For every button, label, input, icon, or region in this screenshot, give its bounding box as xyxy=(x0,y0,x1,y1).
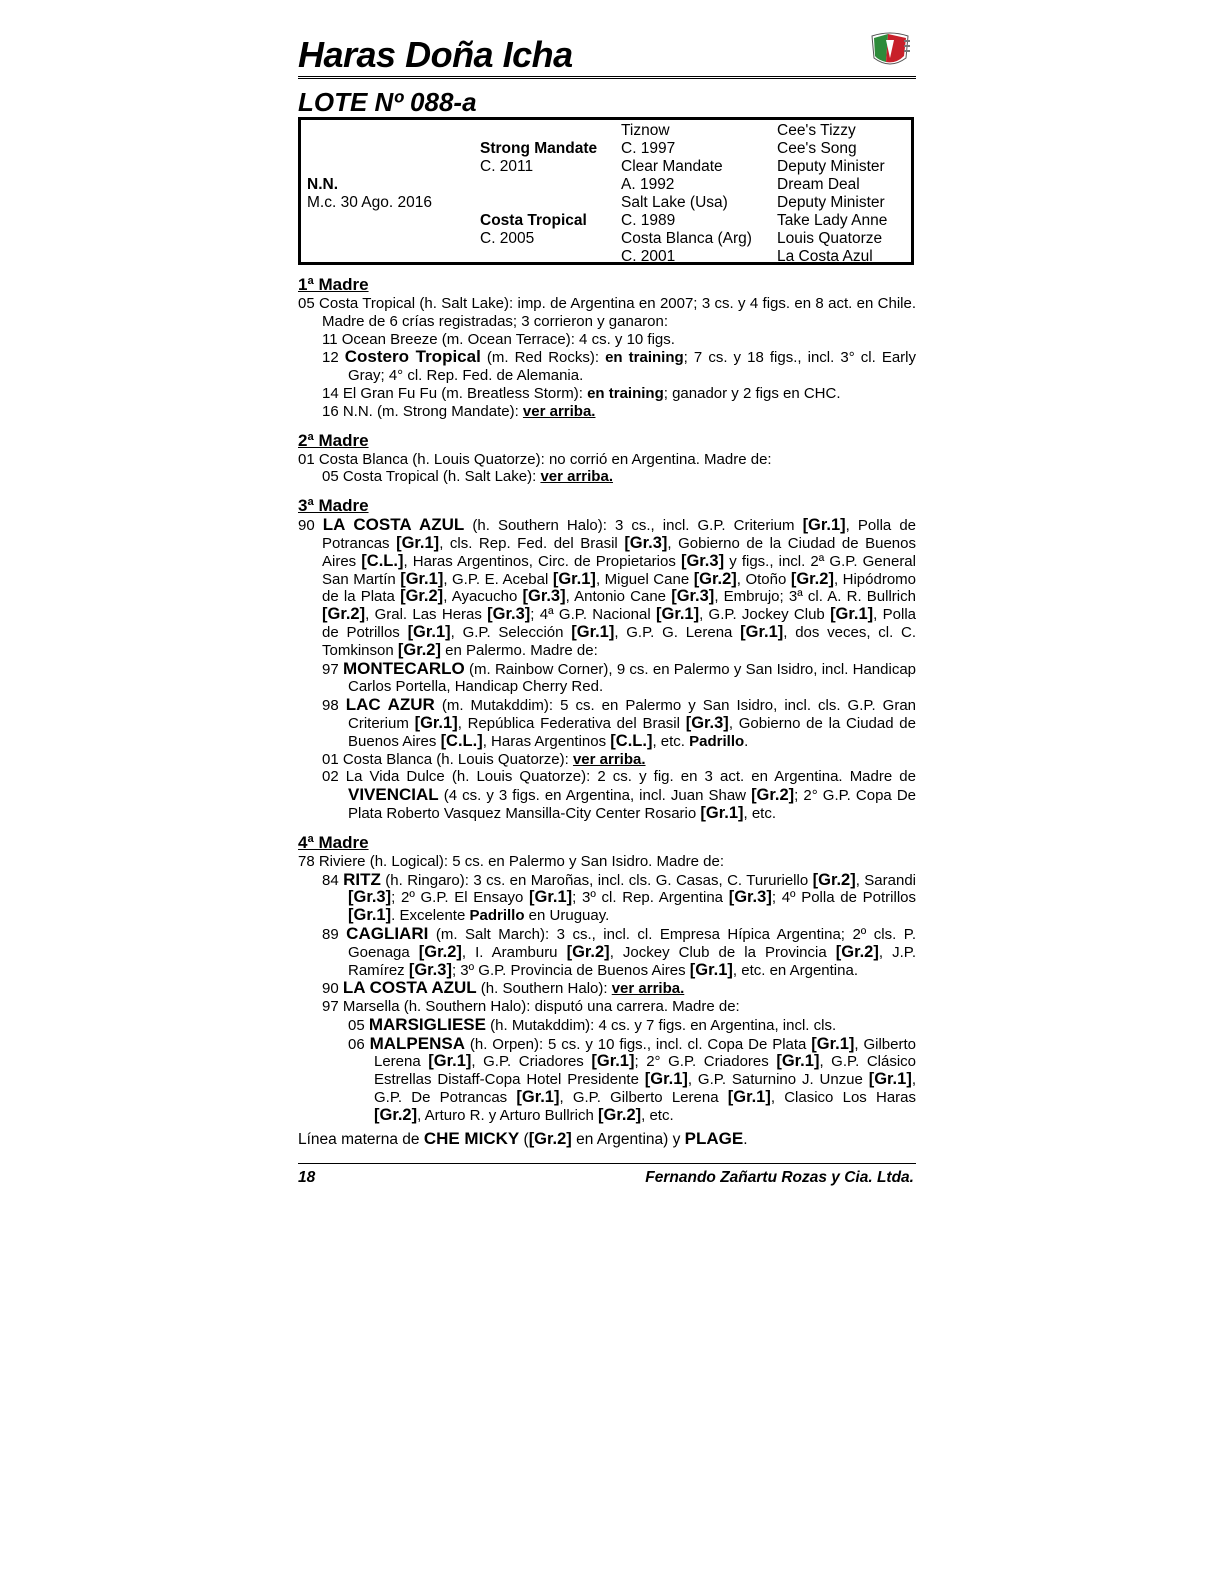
page-number: 18 xyxy=(298,1169,316,1186)
text-run: , Embrujo; 3ª cl. A. R. Bullrich xyxy=(714,588,916,606)
text-run: , dos veces, cl. C. Tomkinson xyxy=(322,623,917,659)
grade-label: [Gr.2] xyxy=(397,640,441,659)
second-dam-heading: 2ª Madre xyxy=(298,430,369,450)
grade-label: [C.L.] xyxy=(361,551,404,570)
company-name: Fernando Zañartu Rozas y Cia. Ltda. xyxy=(645,1169,914,1186)
grade-label: [Gr.2] xyxy=(566,942,610,961)
text-run: , Gobierno de la Ciudad de Buenos Aires xyxy=(322,534,916,570)
text-run: ; 2° G.P. Criadores xyxy=(634,1053,777,1071)
grade-label: [Gr.3] xyxy=(685,713,729,732)
text-run: ; 3º cl. Rep. Argentina xyxy=(572,889,729,907)
grade-label: [Gr.1] xyxy=(700,803,744,822)
grade-label: [Gr.3] xyxy=(624,533,668,552)
horse-info: M.c. 30 Ago. 2016 xyxy=(307,194,432,211)
produce-entry xyxy=(298,998,916,1016)
fourth-dam-section xyxy=(298,833,916,1125)
grade-label: [Gr.1] xyxy=(740,622,784,641)
gen4-entry: La Costa Azul xyxy=(777,248,873,265)
text-run: 90 xyxy=(298,517,323,535)
horse-name: MONTECARLO xyxy=(342,658,465,678)
page-footer xyxy=(298,1163,916,1191)
third-dam-heading: 3ª Madre xyxy=(298,496,369,516)
gen4-entry: Dream Deal xyxy=(777,176,860,193)
horse-name: VIVENCIAL xyxy=(348,785,439,805)
horse-name: MARSIGLIESE xyxy=(368,1014,486,1034)
text-run: (h. Mutakddim): 4 cs. y 7 figs. en Argentina, incl. cls. xyxy=(485,1016,837,1034)
fourth-dam-heading: 4ª Madre xyxy=(298,832,369,852)
text-run: , Jockey Club de la Provincia xyxy=(609,943,836,961)
text-run: 01 Costa Blanca (h. Louis Quatorze): xyxy=(322,750,573,768)
text-run: 89 xyxy=(322,925,347,943)
text-run: (h. Southern Halo): xyxy=(476,980,612,998)
gen4-entry: Deputy Minister xyxy=(777,194,885,211)
horse-name: MALPENSA xyxy=(369,1033,465,1053)
gen4-entry: Cee's Tizzy xyxy=(777,122,856,139)
produce-entry: 16 N.N. (m. Strong Mandate): ver arriba. xyxy=(322,402,596,420)
produce-entry xyxy=(298,660,916,697)
produce-entry xyxy=(298,925,916,979)
stud-title: Haras Doña Icha xyxy=(298,34,573,75)
produce-entry xyxy=(298,1035,916,1125)
first-dam-section xyxy=(298,275,916,421)
text-run: , I. Aramburu xyxy=(461,943,567,961)
grade-label: [Gr.1] xyxy=(644,1070,688,1089)
grade-label: [Gr.1] xyxy=(414,713,458,732)
grade-label: [Gr.2] xyxy=(812,870,856,889)
text-run: ; 2º G.P. El Ensayo xyxy=(391,889,530,907)
text-run: , Gral. Las Heras xyxy=(365,606,488,624)
text-run: , G.P. Clásico Estrellas Distaff-Copa Hotel Presidente xyxy=(374,1053,917,1089)
grade-label: [Gr.1] xyxy=(655,605,700,624)
pedigree-table xyxy=(298,117,914,265)
first-dam-heading: 1ª Madre xyxy=(298,275,369,294)
text-run: ; 4º Polla de Potrillos xyxy=(771,889,916,907)
text-run: 97 Marsella (h. Southern Halo): disputó una carrera. Madre de: xyxy=(322,998,740,1016)
text-run: , G.P. Saturnino J. Unzue xyxy=(687,1071,869,1089)
grade-label: [Gr.3] xyxy=(728,888,772,907)
grade-label: [Gr.1] xyxy=(400,569,444,588)
text-run: , G.P. Criadores xyxy=(471,1053,592,1071)
text-run: ; 4ª G.P. Nacional xyxy=(530,606,656,624)
text-run: , etc. xyxy=(652,732,690,750)
gen4-entry: Louis Quatorze xyxy=(777,230,883,247)
gen3-entry: Costa Blanca (Arg) xyxy=(621,230,752,247)
text-run: (h. Ringaro): 3 cs. en Maroñas, incl. cls. G. Casas, C. Tururiello xyxy=(380,871,813,889)
text-run: , G.P. Selección xyxy=(450,623,572,641)
grade-label: [Gr.2] xyxy=(693,569,737,588)
grade-label: [Gr.3] xyxy=(487,605,531,624)
text-run: . xyxy=(744,732,749,750)
grade-label: [Gr.2] xyxy=(835,942,879,961)
second-dam-entry: 01 Costa Blanca (h. Louis Quatorze): no corrió en Argentina. Madre de: xyxy=(298,450,772,468)
horse-name: PLAGE xyxy=(684,1128,744,1148)
text-run: 02 La Vida Dulce (h. Louis Quatorze): 2 cs. y fig. en 3 act. en Argentina. Madre de xyxy=(322,768,916,786)
gen3-entry: Clear Mandate xyxy=(621,158,723,175)
text-run: , Polla de Potrillos xyxy=(322,606,916,641)
lot-number: LOTE Nº 088-a xyxy=(298,87,477,117)
text-run: , cls. Rep. Fed. del Brasil xyxy=(439,534,625,552)
text-run: 97 xyxy=(322,660,343,678)
produce-entry xyxy=(298,871,916,925)
text-run: en Palermo. Madre de: xyxy=(440,641,598,659)
grade-label: [Gr.1] xyxy=(428,1052,472,1071)
grade-label: [Gr.2] xyxy=(751,786,795,805)
text-run: 98 xyxy=(322,697,346,715)
fourth-dam-entry xyxy=(298,853,916,871)
produce-entry xyxy=(298,979,916,998)
text-run: (4 cs. y 3 figs. en Argentina, incl. Juan Shaw xyxy=(438,787,752,805)
horse-name: N.N. xyxy=(307,176,338,193)
text-run: , Hipódromo de la Plata xyxy=(322,570,916,606)
text-run: , Sarandi xyxy=(855,871,917,889)
produce-entry xyxy=(298,768,916,822)
grade-label: [C.L.] xyxy=(610,731,653,750)
grade-label: [Gr.1] xyxy=(396,533,440,552)
gen3-entry: C. 2001 xyxy=(621,248,676,265)
text-run: . xyxy=(743,1130,748,1148)
maternal-line xyxy=(298,1129,916,1150)
produce-entry xyxy=(298,696,916,750)
sire-name: Strong Mandate xyxy=(480,140,598,157)
grade-label: [Gr.1] xyxy=(727,1088,771,1107)
grade-label: [Gr.1] xyxy=(571,622,615,641)
first-dam-entry: 05 Costa Tropical (h. Salt Lake): imp. de Argentina en 2007; 3 cs. y 4 figs. en 8 act. en Chile. Madre de 6 crías registradas; 3 corrieron y ganaron: xyxy=(298,295,916,330)
grade-label: [Gr.1] xyxy=(689,960,733,979)
horse-name: LA COSTA AZUL xyxy=(342,978,477,998)
grade-label: [Gr.1] xyxy=(830,605,874,624)
text-run: . Excelente xyxy=(391,907,470,925)
text-run: (h. Orpen): 5 cs. y 10 figs., incl. cl. Copa De Plata xyxy=(465,1035,812,1053)
text-run: , Gobierno de la Ciudad de Buenos Aires xyxy=(348,714,916,750)
grade-label: [Gr.2] xyxy=(400,587,444,606)
text-run: Padrillo xyxy=(469,907,525,925)
grade-label: [Gr.1] xyxy=(348,906,392,925)
text-run: (m. Mutakddim): 5 cs. en Palermo y San Isidro, incl. cls. G.P. Gran Criterium xyxy=(348,697,916,732)
third-dam-entry xyxy=(298,516,916,659)
grade-label: [Gr.3] xyxy=(680,551,725,570)
gen4-entry: Cee's Song xyxy=(777,140,857,157)
grade-label: [C.L.] xyxy=(440,731,483,750)
text-run: , Haras Argentinos xyxy=(482,732,611,750)
grade-label: [Gr.1] xyxy=(407,622,451,641)
text-run: , G.P. Gilberto Lerena xyxy=(559,1089,728,1107)
grade-label: [Gr.1] xyxy=(529,888,573,907)
gen3-entry: Tiznow xyxy=(621,122,670,139)
grade-label: [Gr.2] xyxy=(598,1105,642,1124)
page-header xyxy=(298,28,916,79)
produce-entry xyxy=(298,1016,916,1035)
grade-label: [Gr.3] xyxy=(671,587,715,606)
text-run: , etc. en Argentina. xyxy=(732,961,858,979)
text-run: ( xyxy=(519,1130,529,1148)
grade-label: [Gr.3] xyxy=(522,587,566,606)
text-run: (m. Rainbow Corner), 9 cs. en Palermo y San Isidro, incl. Handicap Carlos Portella, Handicap Cherry Red. xyxy=(348,660,917,696)
text-run: 05 xyxy=(348,1016,369,1034)
second-dam-section xyxy=(298,431,916,487)
produce-entry: 05 Costa Tropical (h. Salt Lake): ver arriba. xyxy=(322,468,613,486)
grade-label: [Gr.1] xyxy=(591,1052,635,1071)
grade-label: [Gr.1] xyxy=(516,1088,560,1107)
text-run: , Arturo R. y Arturo Bullrich xyxy=(417,1106,599,1124)
grade-label: [Gr.2] xyxy=(418,942,462,961)
horse-name: CHE MICKY xyxy=(423,1128,520,1148)
text-run: , G.P. Jockey Club xyxy=(699,606,831,624)
text-run: en Uruguay. xyxy=(524,907,610,925)
produce-entry: 11 Ocean Breeze (m. Ocean Terrace): 4 cs. y 10 figs. xyxy=(322,330,675,348)
text-run: Padrillo xyxy=(689,732,745,750)
text-run: en Argentina) y xyxy=(571,1130,685,1148)
produce-entry: 12 Costero Tropical (m. Red Rocks): en training; 7 cs. y 18 figs., incl. 3° cl. Early Gray; 4° cl. Rep. Fed. de Alemania. xyxy=(322,347,917,385)
text-run: , Miguel Cane xyxy=(595,570,694,588)
gen3-entry: A. 1992 xyxy=(621,176,675,193)
text-run: Línea materna de xyxy=(298,1130,424,1148)
text-run: , Otoño xyxy=(736,570,791,588)
text-run: (m. Salt March): 3 cs., incl. cl. Empresa Hípica Argentina; 2º cls. P. Goenaga xyxy=(348,925,916,961)
text-run: , Gilberto Lerena xyxy=(374,1035,916,1071)
gen4-entry: Take Lady Anne xyxy=(777,212,888,229)
third-dam-section xyxy=(298,496,916,823)
gen4-entry: Deputy Minister xyxy=(777,158,885,175)
stud-logo-icon xyxy=(868,28,912,70)
grade-label: [Gr.1] xyxy=(811,1034,855,1053)
text-run: , G.P. G. Lerena xyxy=(614,623,741,641)
sire-info: C. 2011 xyxy=(480,158,534,175)
text-run: 78 Riviere (h. Logical): 5 cs. en Palermo y San Isidro. Madre de: xyxy=(298,852,725,870)
produce-entry: 14 El Gran Fu Fu (m. Breatless Storm): en training; ganador y 2 figs en CHC. xyxy=(322,384,841,402)
text-run: , J.P. Ramírez xyxy=(348,943,916,979)
text-run: , G.P. E. Acebal xyxy=(443,570,553,588)
grade-label: [Gr.1] xyxy=(552,569,596,588)
grade-label: [Gr.2] xyxy=(322,605,366,624)
text-run: ; 3º G.P. Provincia de Buenos Aires xyxy=(451,961,690,979)
text-run: , República Federativa del Brasil xyxy=(457,714,686,732)
horse-name: LA COSTA AZUL xyxy=(322,515,465,535)
grade-label: [Gr.1] xyxy=(802,516,846,535)
horse-name: RITZ xyxy=(343,869,381,889)
gen3-entry: C. 1989 xyxy=(621,212,676,229)
text-run: 06 xyxy=(348,1035,370,1053)
grade-label: [Gr.2] xyxy=(528,1129,572,1148)
grade-label: [Gr.1] xyxy=(868,1070,912,1089)
grade-label: [Gr.3] xyxy=(408,960,452,979)
text-run: , G.P. De Potrancas xyxy=(374,1071,916,1107)
text-run: , Clasico Los Haras xyxy=(770,1089,916,1107)
gen3-entry: C. 1997 xyxy=(621,140,676,157)
grade-label: [Gr.1] xyxy=(776,1052,820,1071)
text-run: , etc. xyxy=(743,804,777,822)
text-run: , Antonio Cane xyxy=(565,588,672,606)
grade-label: [Gr.2] xyxy=(374,1105,418,1124)
text-run: ver arriba. xyxy=(572,750,646,768)
text-run: ; 2° G.P. Copa De Plata Roberto Vasquez Mansilla-City Center Rosario xyxy=(348,787,916,822)
text-run: 90 xyxy=(322,980,343,998)
grade-label: [Gr.3] xyxy=(348,888,392,907)
text-run: , Polla de Potrancas xyxy=(322,517,917,552)
text-run: y figs., incl. 2ª G.P. General San Martín xyxy=(322,552,916,588)
text-run: , Haras Argentinos, Circ. de Propietarios xyxy=(403,552,681,570)
horse-name: LAC AZUR xyxy=(345,695,435,715)
horse-name: CAGLIARI xyxy=(346,923,429,943)
gen3-entry: Salt Lake (Usa) xyxy=(621,194,728,211)
text-run: ver arriba. xyxy=(611,980,685,998)
dam-info: C. 2005 xyxy=(480,230,535,247)
text-run: , Ayacucho xyxy=(443,588,523,606)
text-run: (h. Southern Halo): 3 cs., incl. G.P. Criterium xyxy=(464,517,803,535)
catalog-page xyxy=(298,28,916,1165)
text-run: 84 xyxy=(322,871,344,889)
produce-entry xyxy=(298,751,916,769)
grade-label: [Gr.2] xyxy=(790,569,834,588)
dam-name: Costa Tropical xyxy=(480,212,587,229)
text-run: , etc. xyxy=(641,1106,674,1124)
